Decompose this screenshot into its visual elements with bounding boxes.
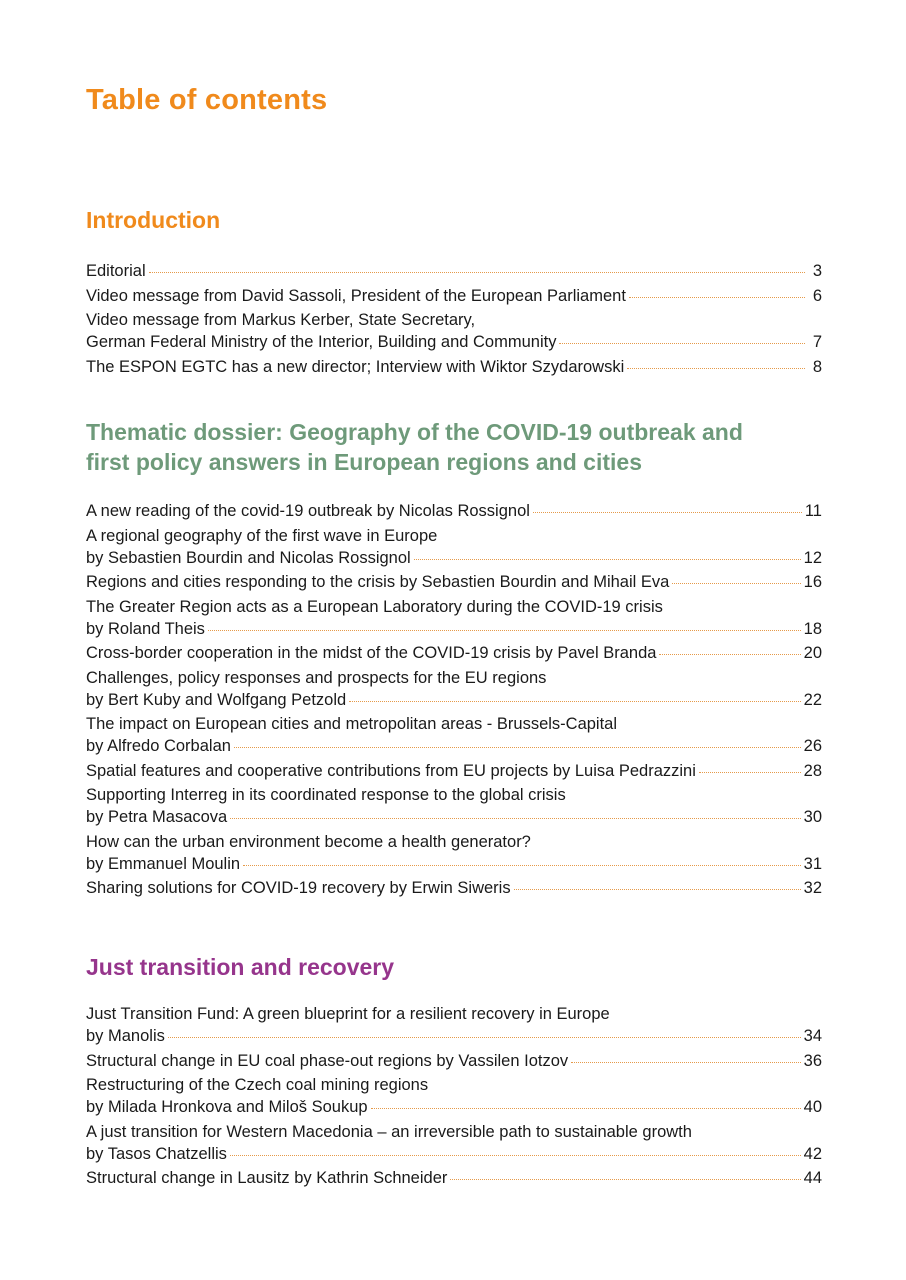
section-heading-thematic-line1: Thematic dossier: Geography of the COVID-19 outbreak and (86, 419, 743, 445)
toc-entry-title-line1: Supporting Interreg in its coordinated response to the global crisis (86, 786, 566, 804)
dot-leader (414, 559, 801, 560)
dot-leader (627, 368, 805, 369)
toc-entry-title: German Federal Ministry of the Interior, Building and Community (86, 333, 557, 351)
dot-leader (659, 654, 800, 655)
page-number: 18 (803, 619, 822, 638)
toc-entry-title: by Emmanuel Moulin (86, 854, 241, 873)
page-number: 42 (803, 1144, 822, 1163)
page-number: 26 (803, 737, 822, 755)
toc-entry[interactable] (86, 760, 822, 782)
toc-entry-title-line1: Restructuring of the Czech coal mining regions (86, 1076, 429, 1094)
section-heading-thematic-line2: first policy answers in European regions and cities (86, 449, 642, 475)
dot-leader (699, 772, 801, 773)
toc-entry[interactable] (86, 260, 822, 282)
dot-leader (230, 818, 800, 819)
section-just-transition (86, 952, 822, 1192)
dot-leader (672, 583, 800, 584)
page-number: 44 (803, 1169, 822, 1187)
page-number: 16 (803, 573, 822, 591)
dot-leader (559, 343, 805, 344)
toc-entry-title: Regions and cities responding to the crisis by Sebastien Bourdin and Mihail Eva (86, 573, 670, 591)
toc-entry-title-line1: Video message from Markus Kerber, State Secretary, (86, 311, 476, 329)
dot-leader (349, 701, 800, 702)
page-number: 32 (803, 879, 822, 897)
toc-entry[interactable] (86, 1050, 822, 1072)
section-heading-introduction: Introduction (86, 207, 221, 233)
toc-entry[interactable] (86, 877, 822, 899)
page-number: 28 (803, 761, 822, 780)
page-number: 3 (812, 262, 822, 280)
dot-leader (168, 1037, 801, 1038)
dot-leader (230, 1155, 801, 1156)
toc-list-thematic (86, 500, 822, 899)
page-number: 40 (803, 1098, 822, 1116)
toc-entry[interactable] (86, 356, 822, 378)
toc-entry[interactable] (86, 1074, 822, 1118)
toc-entry[interactable] (86, 642, 822, 664)
dot-leader (629, 297, 805, 298)
dot-leader (533, 512, 802, 513)
toc-entry-title-line1: A regional geography of the first wave in Europe (86, 526, 438, 545)
toc-entry[interactable] (86, 525, 822, 569)
toc-entry[interactable] (86, 571, 822, 593)
section-heading-thematic (86, 417, 822, 477)
dot-leader (514, 889, 801, 890)
toc-entry-title-line1: How can the urban environment become a health generator? (86, 832, 531, 851)
toc-entry-title: by Tasos Chatzellis (86, 1144, 227, 1163)
toc-entry-title: Video message from David Sassoli, President of the European Parliament (86, 286, 626, 305)
page-title: Table of contents (86, 84, 328, 116)
page-number: 22 (803, 690, 822, 709)
toc-entry[interactable] (86, 285, 822, 307)
section-thematic-dossier (86, 417, 822, 902)
page-number: 8 (812, 357, 822, 376)
toc-entry[interactable] (86, 596, 822, 640)
toc-entry[interactable] (86, 1121, 822, 1165)
page-number: 6 (812, 286, 822, 305)
toc-entry-title: Spatial features and cooperative contributions from EU projects by Luisa Pedrazzini (86, 761, 696, 780)
toc-entry-title: by Roland Theis (86, 619, 205, 638)
toc-entry-title: The ESPON EGTC has a new director; Interview with Wiktor Szydarowski (86, 357, 625, 376)
toc-entry-title-line1: The Greater Region acts as a European Laboratory during the COVID-19 crisis (86, 597, 663, 616)
toc-entry-title: by Milada Hronkova and Miloš Soukup (86, 1098, 368, 1116)
page-number: 30 (803, 808, 822, 826)
page-number: 20 (803, 644, 822, 662)
toc-entry[interactable] (86, 309, 822, 353)
dot-leader (571, 1062, 801, 1063)
toc-entry[interactable] (86, 500, 822, 522)
page-number: 12 (803, 548, 822, 567)
page-number: 31 (803, 854, 822, 873)
toc-entry-title: Cross-border cooperation in the midst of the COVID-19 crisis by Pavel Branda (86, 644, 657, 662)
section-introduction (86, 205, 822, 380)
page-number: 34 (803, 1027, 822, 1045)
section-heading-just-transition: Just transition and recovery (86, 954, 395, 980)
toc-entry-title-line1: Just Transition Fund: A green blueprint for a resilient recovery in Europe (86, 1005, 610, 1023)
dot-leader (208, 630, 801, 631)
toc-entry[interactable] (86, 667, 822, 711)
toc-entry[interactable] (86, 1003, 822, 1047)
dot-leader (243, 865, 801, 866)
toc-entry[interactable] (86, 1167, 822, 1189)
page-number: 7 (812, 333, 822, 351)
dot-leader (371, 1108, 801, 1109)
toc-list-just-transition (86, 1003, 822, 1189)
toc-entry-title: by Petra Masacova (86, 808, 228, 826)
toc-entry-title: Sharing solutions for COVID-19 recovery by Erwin Siweris (86, 879, 511, 897)
toc-entry-title-line1: Challenges, policy responses and prospects for the EU regions (86, 668, 547, 687)
toc-list-introduction (86, 260, 822, 378)
page-number: 11 (804, 502, 822, 520)
toc-entry-title: by Manolis (86, 1027, 165, 1045)
dot-leader (234, 747, 801, 748)
toc-entry-title: Structural change in EU coal phase-out regions by Vassilen Iotzov (86, 1051, 569, 1070)
toc-entry-title: by Alfredo Corbalan (86, 737, 231, 755)
toc-entry[interactable] (86, 831, 822, 875)
toc-entry-title: by Bert Kuby and Wolfgang Petzold (86, 690, 347, 709)
page-number: 36 (803, 1051, 822, 1070)
dot-leader (450, 1179, 800, 1180)
toc-entry[interactable] (86, 784, 822, 828)
toc-entry-title: Editorial (86, 262, 146, 280)
toc-entry[interactable] (86, 713, 822, 757)
dot-leader (149, 272, 805, 273)
toc-entry-title: A new reading of the covid-19 outbreak by Nicolas Rossignol (86, 502, 530, 520)
toc-entry-title: by Sebastien Bourdin and Nicolas Rossignol (86, 548, 411, 567)
toc-entry-title-line1: A just transition for Western Macedonia – an irreversible path to sustainable growth (86, 1122, 692, 1141)
toc-entry-title: Structural change in Lausitz by Kathrin Schneider (86, 1169, 448, 1187)
toc-entry-title-line1: The impact on European cities and metropolitan areas - Brussels-Capital (86, 715, 618, 733)
